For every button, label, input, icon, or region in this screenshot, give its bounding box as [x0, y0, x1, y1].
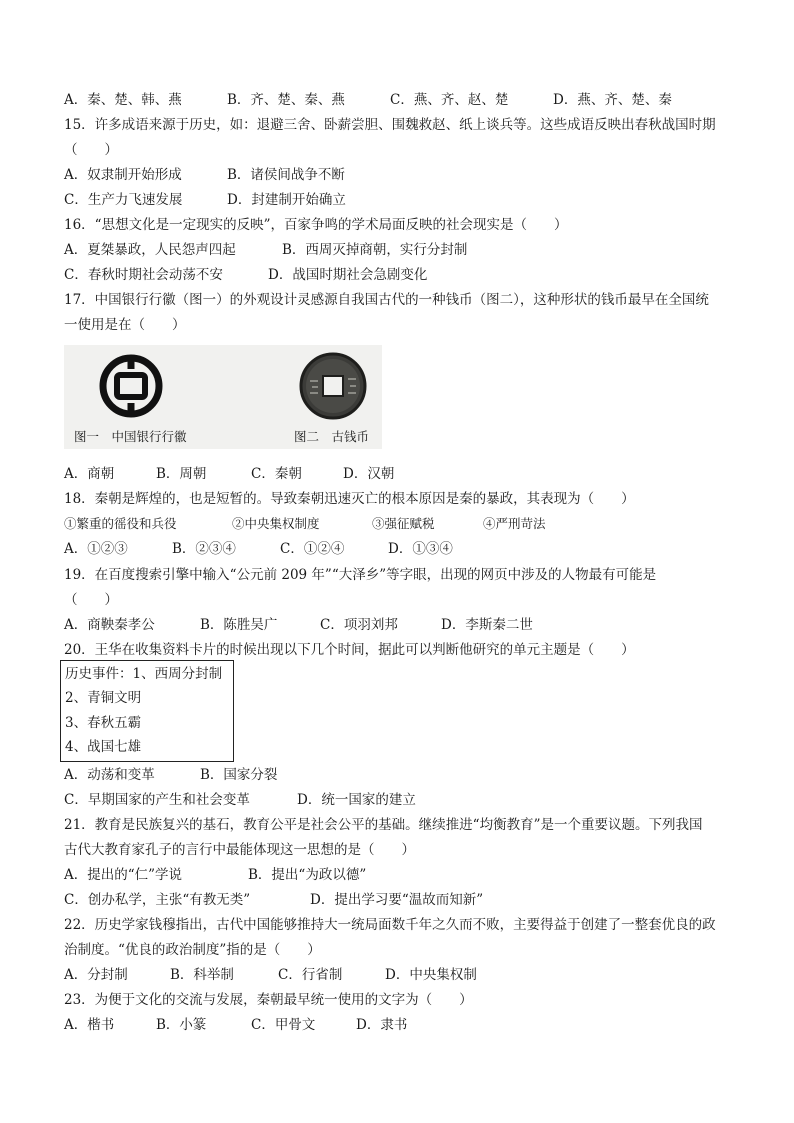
q17-figure-panel	[64, 345, 382, 449]
q20-option-b[interactable]: B．国家分裂	[200, 767, 278, 783]
q14-option-d[interactable]: D．燕、齐、楚、秦	[553, 92, 672, 108]
q22-option-b[interactable]: B．科举制	[170, 967, 234, 983]
q19-option-a[interactable]: A．商鞅秦孝公	[64, 617, 155, 633]
q21-option-d[interactable]: D．提出学习要“温故而知新”	[310, 892, 484, 908]
q15-stem-line2: （ ）	[64, 142, 118, 158]
q15-option-d[interactable]: D．封建制开始确立	[227, 192, 346, 208]
q17-option-a[interactable]: A．商朝	[64, 466, 115, 482]
q20-option-d[interactable]: D．统一国家的建立	[297, 792, 416, 808]
q16-option-b[interactable]: B．西周灭掉商朝，实行分封制	[282, 242, 468, 258]
q23-option-b[interactable]: B．小篆	[156, 1017, 207, 1033]
q19-option-d[interactable]: D．李斯秦二世	[441, 617, 533, 633]
q15-option-c[interactable]: C．生产力飞速发展	[64, 192, 183, 208]
q22-option-c[interactable]: C．行省制	[278, 967, 343, 983]
q14-option-a[interactable]: A．秦、楚、韩、燕	[64, 92, 182, 108]
q19-stem-line2: （ ）	[64, 592, 118, 608]
q21-option-c[interactable]: C．创办私学，主张“有教无类”	[64, 892, 251, 908]
q22-option-d[interactable]: D．中央集权制	[385, 967, 477, 983]
q17-figure2-caption: 图二 古钱币	[294, 429, 370, 444]
q20-event-1: 历史事件：1、西周分封制	[65, 666, 223, 682]
q23-option-d[interactable]: D．隶书	[356, 1017, 408, 1033]
q15-option-a[interactable]: A．奴隶制开始形成	[64, 167, 182, 183]
q18-item-3: ③强征赋税	[372, 516, 435, 531]
q17-stem-line1: 17．中国银行行徽（图一）的外观设计灵感源自我国古代的一种钱币（图二），这种形状的钱币最早在全国统	[64, 292, 709, 308]
q23-option-a[interactable]: A．楷书	[64, 1017, 115, 1033]
q18-option-b[interactable]: B．②③④	[172, 541, 236, 557]
q16-option-a[interactable]: A．夏桀暴政，人民怨声四起	[64, 242, 236, 258]
q18-option-c[interactable]: C．①②④	[280, 541, 345, 557]
q17-option-c[interactable]: C．秦朝	[251, 466, 302, 482]
q16-stem: 16．“思想文化是一定现实的反映”，百家争鸣的学术局面反映的社会现实是（ ）	[64, 217, 568, 233]
q22-stem-line2: 治制度。“优良的政治制度”指的是（ ）	[64, 942, 321, 958]
q20-event-3: 3、春秋五霸	[65, 715, 142, 731]
q15-stem-line1: 15．许多成语来源于历史，如：退避三舍、卧薪尝胆、围魏救赵、纸上谈兵等。这些成语反映出春秋战国时期	[64, 117, 716, 133]
q16-option-d[interactable]: D．战国时期社会急剧变化	[268, 267, 428, 283]
q17-figure1-caption: 图一 中国银行行徽	[74, 429, 187, 444]
q19-stem-line1: 19．在百度搜索引擎中输入“公元前 209 年”“大泽乡”等字眼，出现的网页中涉及的人物最有可能是	[64, 567, 657, 583]
q21-stem-line1: 21．教育是民族复兴的基石，教育公平是社会公平的基础。继续推进“均衡教育”是一个重要议题。下列我国	[64, 817, 703, 833]
q18-item-2: ②中央集权制度	[232, 516, 320, 531]
q20-event-4: 4、战国七雄	[65, 739, 142, 755]
q17-stem-line2: 一使用是在（ ）	[64, 317, 186, 333]
q19-option-c[interactable]: C．项羽刘邦	[320, 617, 398, 633]
q18-stem: 18．秦朝是辉煌的，也是短暂的。导致秦朝迅速灭亡的根本原因是秦的暴政，其表现为（ ）	[64, 491, 635, 507]
q17-option-d[interactable]: D．汉朝	[343, 466, 395, 482]
q14-option-b[interactable]: B．齐、楚、秦、燕	[227, 92, 345, 108]
q22-option-a[interactable]: A．分封制	[64, 967, 128, 983]
bank-of-china-logo-icon	[98, 353, 164, 419]
q23-stem: 23．为便于文化的交流与发展，秦朝最早统一使用的文字为（ ）	[64, 992, 473, 1008]
q18-option-a[interactable]: A．①②③	[64, 541, 128, 557]
q22-stem-line1: 22．历史学家钱穆指出，古代中国能够推持大一统局面数千年之久而不败，主要得益于创建了一整套优良的政	[64, 917, 716, 933]
q19-option-b[interactable]: B．陈胜吴广	[200, 617, 278, 633]
q18-option-d[interactable]: D．①③④	[388, 541, 453, 557]
q21-stem-line2: 古代大教育家孔子的言行中最能体现这一思想的是（ ）	[64, 842, 415, 858]
q21-option-b[interactable]: B．提出“为政以德”	[248, 867, 367, 883]
q20-option-a[interactable]: A．动荡和变革	[64, 767, 155, 783]
q15-option-b[interactable]: B．诸侯间战争不断	[227, 167, 345, 183]
q20-event-2: 2、青铜文明	[65, 690, 142, 706]
q17-option-b[interactable]: B．周朝	[156, 466, 207, 482]
q20-option-c[interactable]: C．早期国家的产生和社会变革	[64, 792, 250, 808]
q18-item-4: ④严刑苛法	[483, 516, 546, 531]
q14-option-c[interactable]: C．燕、齐、赵、楚	[390, 92, 509, 108]
q20-stem: 20．王华在收集资料卡片的时候出现以下几个时间，据此可以判断他研究的单元主题是（ ）	[64, 642, 635, 658]
q16-option-c[interactable]: C．春秋时期社会动荡不安	[64, 267, 223, 283]
q21-option-a[interactable]: A．提出的“仁”学说	[64, 867, 183, 883]
q20-events-card	[60, 660, 234, 762]
q18-item-1: ①繁重的徭役和兵役	[64, 516, 177, 531]
q23-option-c[interactable]: C．甲骨文	[251, 1017, 316, 1033]
ancient-coin-icon	[298, 351, 368, 421]
